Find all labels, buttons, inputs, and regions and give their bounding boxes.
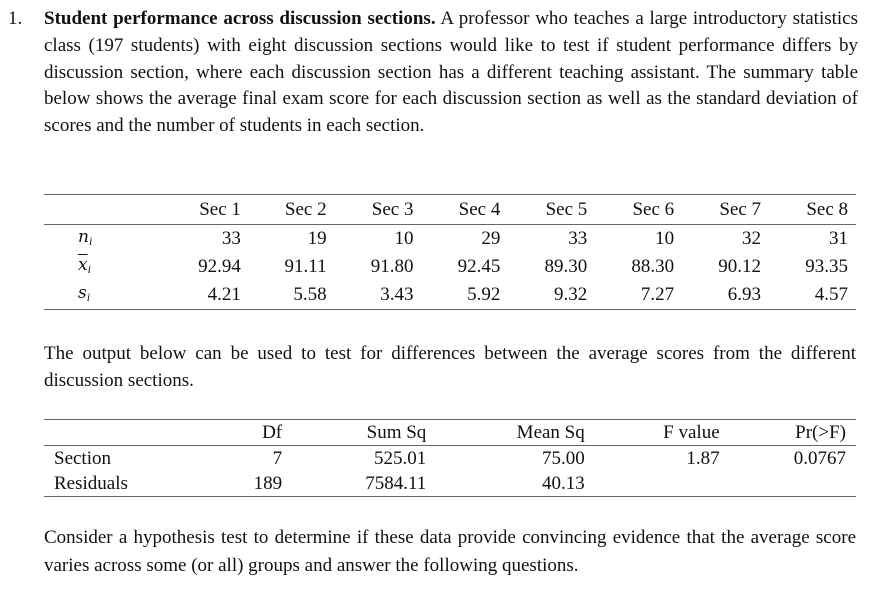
cell-s-sec-7: 6.93 — [682, 281, 769, 310]
anova-residuals-sum-sq: 7584.11 — [292, 471, 436, 497]
table-row-s — [44, 281, 856, 310]
anova-residuals-f-value — [595, 471, 730, 497]
corner-cell — [44, 195, 162, 225]
anova-label-section: Section — [54, 448, 111, 469]
problem-title: Student performance across discussion sections. — [44, 8, 436, 29]
section-header-row — [44, 195, 856, 225]
anova-output-table — [44, 419, 856, 497]
row-label-n: $n_i$ — [78, 227, 93, 248]
cell-n-sec-5: 33 — [568, 228, 588, 249]
problem-body — [44, 6, 858, 140]
anova-section-p-value: 0.0767 — [793, 448, 846, 469]
closing-paragraph: Consider a hypothesis test to determine if these data provide convincing evidence that the average score varies across some (or all) groups and answer the following questions. — [44, 527, 856, 576]
cell-s-sec-5: 9.32 — [508, 281, 595, 310]
cell-xbar-sec-4: 92.45 — [457, 256, 501, 277]
anova-corner-cell — [44, 420, 214, 446]
cell-xbar-sec-3: 91.80 — [370, 256, 414, 277]
cell-n-sec-8: 31 — [829, 228, 848, 249]
cell-s-sec-6: 7.27 — [595, 281, 682, 310]
cell-n-sec-1: 33 — [221, 228, 241, 249]
table-row-xbar — [44, 253, 856, 281]
anova-header-f-value: F value — [595, 420, 730, 446]
header-sec-7: Sec 7 — [682, 195, 769, 225]
anova-row-section — [44, 446, 856, 472]
anova-residuals-mean-sq: 40.13 — [436, 471, 594, 497]
cell-xbar-sec-8: 93.35 — [805, 256, 848, 277]
anova-row-residuals — [44, 471, 856, 497]
cell-xbar-sec-5: 89.30 — [544, 256, 588, 277]
cell-s-sec-4: 5.92 — [421, 281, 508, 310]
anova-header-row — [44, 420, 856, 446]
cell-s-sec-1: 4.21 — [162, 281, 249, 310]
anova-header-df: Df — [214, 420, 292, 446]
problem-statement — [8, 6, 858, 140]
header-sec-3: Sec 3 — [335, 195, 422, 225]
section-summary-table — [44, 194, 856, 310]
cell-xbar-sec-6: 88.30 — [631, 256, 675, 277]
cell-s-sec-3: 3.43 — [335, 281, 422, 310]
cell-xbar-sec-1: 92.94 — [198, 256, 241, 277]
header-sec-1: Sec 1 — [162, 195, 249, 225]
cell-n-sec-4: 29 — [481, 228, 501, 249]
cell-n-sec-3: 10 — [394, 228, 414, 249]
anova-section-df: 7 — [272, 448, 283, 469]
cell-xbar-sec-2: 91.11 — [284, 256, 327, 277]
header-sec-2: Sec 2 — [249, 195, 335, 225]
cell-n-sec-2: 19 — [307, 228, 327, 249]
middle-paragraph: The output below can be used to test for differences between the average scores from the different discussion sections. — [44, 343, 856, 391]
header-sec-5: Sec 5 — [508, 195, 595, 225]
cell-n-sec-6: 10 — [655, 228, 675, 249]
anova-header-mean-sq: Mean Sq — [436, 420, 594, 446]
row-label-s: $s_i$ — [44, 281, 162, 310]
anova-header-sum-sq: Sum Sq — [292, 420, 436, 446]
anova-section-f-value: 1.87 — [686, 448, 720, 469]
anova-header-p-value: Pr(>F) — [730, 420, 856, 446]
anova-section-sum-sq: 525.01 — [374, 448, 427, 469]
header-sec-6: Sec 6 — [595, 195, 682, 225]
anova-residuals-p-value — [730, 471, 856, 497]
problem-number: 1. — [8, 8, 23, 29]
cell-xbar-sec-7: 90.12 — [718, 256, 762, 277]
problem-intro: A professor who teaches a large introductory statistics class (197 students) with eight discussion sections would like to test if student performance differs by discussion section, where each discussion section has a different teaching assistant. The summary table below shows the average final exam score for each discussion section as well as the standard deviation of scores and the number of students in each section. — [44, 8, 859, 137]
anova-label-residuals: Residuals — [44, 471, 214, 497]
cell-n-sec-7: 32 — [742, 228, 762, 249]
row-label-xbar: $\overline{x}_i$ — [78, 255, 91, 276]
cell-s-sec-8: 4.57 — [769, 281, 856, 310]
cell-s-sec-2: 5.58 — [249, 281, 335, 310]
header-sec-4: Sec 4 — [421, 195, 508, 225]
anova-section-mean-sq: 75.00 — [542, 448, 585, 469]
header-sec-8: Sec 8 — [769, 195, 856, 225]
anova-residuals-df: 189 — [214, 471, 292, 497]
table-row-n — [44, 225, 856, 254]
